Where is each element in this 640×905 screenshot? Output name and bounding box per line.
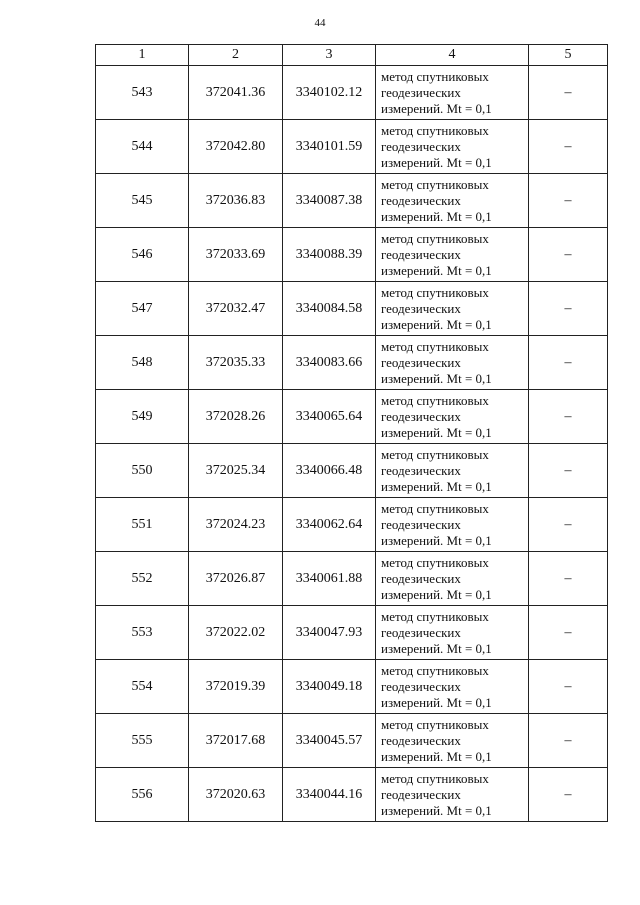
point-number-cell: 555: [96, 714, 189, 768]
method-text-line: измерений. Mt = 0,1: [381, 640, 492, 656]
point-number-cell: 547: [96, 282, 189, 336]
y-coordinate-cell: 3340049.18: [283, 660, 376, 714]
method-text-line: измерений. Mt = 0,1: [381, 154, 492, 170]
method-text-line: геодезических: [381, 300, 461, 316]
y-coordinate-cell: 3340101.59: [283, 120, 376, 174]
method-text-line: измерений. Mt = 0,1: [381, 802, 492, 818]
table-row: [96, 552, 608, 606]
method-text-line: геодезических: [381, 246, 461, 262]
method-text-line: геодезических: [381, 84, 461, 100]
point-number-cell: 552: [96, 552, 189, 606]
header-col-1: 1: [96, 45, 189, 66]
x-coordinate-cell: 372017.68: [189, 714, 283, 768]
table-row: [96, 66, 608, 120]
y-coordinate-cell: 3340045.57: [283, 714, 376, 768]
method-cell: [376, 768, 529, 822]
method-text-line: метод спутниковых: [381, 446, 489, 462]
method-text-line: измерений. Mt = 0,1: [381, 316, 492, 332]
note-cell: –: [529, 390, 608, 444]
note-cell: –: [529, 120, 608, 174]
header-col-5: 5: [529, 45, 608, 66]
note-cell: –: [529, 714, 608, 768]
method-text-line: метод спутниковых: [381, 68, 489, 84]
note-cell: –: [529, 66, 608, 120]
table-body: [96, 66, 608, 822]
method-text-line: геодезических: [381, 516, 461, 532]
note-cell: –: [529, 282, 608, 336]
note-cell: –: [529, 552, 608, 606]
method-text-line: метод спутниковых: [381, 230, 489, 246]
method-cell: [376, 228, 529, 282]
table-row: [96, 390, 608, 444]
method-text-line: геодезических: [381, 786, 461, 802]
point-number-cell: 554: [96, 660, 189, 714]
y-coordinate-cell: 3340087.38: [283, 174, 376, 228]
method-cell: [376, 66, 529, 120]
method-text-line: измерений. Mt = 0,1: [381, 370, 492, 386]
note-cell: –: [529, 444, 608, 498]
x-coordinate-cell: 372022.02: [189, 606, 283, 660]
method-text-line: метод спутниковых: [381, 176, 489, 192]
method-cell: [376, 444, 529, 498]
method-text-line: метод спутниковых: [381, 392, 489, 408]
table-row: [96, 498, 608, 552]
x-coordinate-cell: 372042.80: [189, 120, 283, 174]
method-text-line: измерений. Mt = 0,1: [381, 262, 492, 278]
x-coordinate-cell: 372020.63: [189, 768, 283, 822]
y-coordinate-cell: 3340084.58: [283, 282, 376, 336]
method-text-line: геодезических: [381, 678, 461, 694]
y-coordinate-cell: 3340088.39: [283, 228, 376, 282]
method-cell: [376, 174, 529, 228]
table-row: [96, 606, 608, 660]
point-number-cell: 556: [96, 768, 189, 822]
method-text-line: геодезических: [381, 192, 461, 208]
x-coordinate-cell: 372024.23: [189, 498, 283, 552]
method-text-line: измерений. Mt = 0,1: [381, 532, 492, 548]
method-text-line: измерений. Mt = 0,1: [381, 424, 492, 440]
method-text-line: измерений. Mt = 0,1: [381, 208, 492, 224]
method-text-line: измерений. Mt = 0,1: [381, 100, 492, 116]
y-coordinate-cell: 3340066.48: [283, 444, 376, 498]
x-coordinate-cell: 372026.87: [189, 552, 283, 606]
method-text-line: геодезических: [381, 570, 461, 586]
header-col-2: 2: [189, 45, 283, 66]
table-header-row: [96, 45, 608, 66]
point-number-cell: 543: [96, 66, 189, 120]
method-text-line: метод спутниковых: [381, 284, 489, 300]
y-coordinate-cell: 3340047.93: [283, 606, 376, 660]
method-text-line: геодезических: [381, 354, 461, 370]
method-cell: [376, 606, 529, 660]
method-text-line: геодезических: [381, 732, 461, 748]
table-row: [96, 174, 608, 228]
point-number-cell: 545: [96, 174, 189, 228]
point-number-cell: 553: [96, 606, 189, 660]
header-col-3: 3: [283, 45, 376, 66]
note-cell: –: [529, 336, 608, 390]
method-text-line: измерений. Mt = 0,1: [381, 586, 492, 602]
method-text-line: метод спутниковых: [381, 716, 489, 732]
method-cell: [376, 120, 529, 174]
method-text-line: метод спутниковых: [381, 770, 489, 786]
point-number-cell: 544: [96, 120, 189, 174]
x-coordinate-cell: 372033.69: [189, 228, 283, 282]
method-text-line: метод спутниковых: [381, 122, 489, 138]
x-coordinate-cell: 372036.83: [189, 174, 283, 228]
method-text-line: метод спутниковых: [381, 554, 489, 570]
x-coordinate-cell: 372035.33: [189, 336, 283, 390]
method-cell: [376, 336, 529, 390]
table-row: [96, 120, 608, 174]
method-cell: [376, 282, 529, 336]
method-cell: [376, 660, 529, 714]
note-cell: –: [529, 660, 608, 714]
method-cell: [376, 390, 529, 444]
y-coordinate-cell: 3340065.64: [283, 390, 376, 444]
method-text-line: измерений. Mt = 0,1: [381, 478, 492, 494]
y-coordinate-cell: 3340061.88: [283, 552, 376, 606]
table-row: [96, 660, 608, 714]
point-number-cell: 548: [96, 336, 189, 390]
table-row: [96, 282, 608, 336]
note-cell: –: [529, 174, 608, 228]
method-text-line: геодезических: [381, 624, 461, 640]
note-cell: –: [529, 228, 608, 282]
table-row: [96, 714, 608, 768]
note-cell: –: [529, 768, 608, 822]
point-number-cell: 550: [96, 444, 189, 498]
x-coordinate-cell: 372025.34: [189, 444, 283, 498]
x-coordinate-cell: 372032.47: [189, 282, 283, 336]
method-cell: [376, 552, 529, 606]
method-text-line: измерений. Mt = 0,1: [381, 748, 492, 764]
method-text-line: метод спутниковых: [381, 500, 489, 516]
method-cell: [376, 714, 529, 768]
header-col-4: 4: [376, 45, 529, 66]
y-coordinate-cell: 3340083.66: [283, 336, 376, 390]
method-text-line: метод спутниковых: [381, 662, 489, 678]
method-text-line: измерений. Mt = 0,1: [381, 694, 492, 710]
method-text-line: геодезических: [381, 408, 461, 424]
point-number-cell: 551: [96, 498, 189, 552]
table-row: [96, 768, 608, 822]
x-coordinate-cell: 372028.26: [189, 390, 283, 444]
method-text-line: метод спутниковых: [381, 338, 489, 354]
table-row: [96, 444, 608, 498]
note-cell: –: [529, 606, 608, 660]
table-row: [96, 336, 608, 390]
method-text-line: геодезических: [381, 138, 461, 154]
point-number-cell: 549: [96, 390, 189, 444]
y-coordinate-cell: 3340102.12: [283, 66, 376, 120]
note-cell: –: [529, 498, 608, 552]
point-number-cell: 546: [96, 228, 189, 282]
y-coordinate-cell: 3340062.64: [283, 498, 376, 552]
method-text-line: метод спутниковых: [381, 608, 489, 624]
x-coordinate-cell: 372019.39: [189, 660, 283, 714]
x-coordinate-cell: 372041.36: [189, 66, 283, 120]
y-coordinate-cell: 3340044.16: [283, 768, 376, 822]
page-number: 44: [314, 17, 326, 29]
method-text-line: геодезических: [381, 462, 461, 478]
method-cell: [376, 498, 529, 552]
coordinates-table: [95, 44, 608, 822]
table-row: [96, 228, 608, 282]
